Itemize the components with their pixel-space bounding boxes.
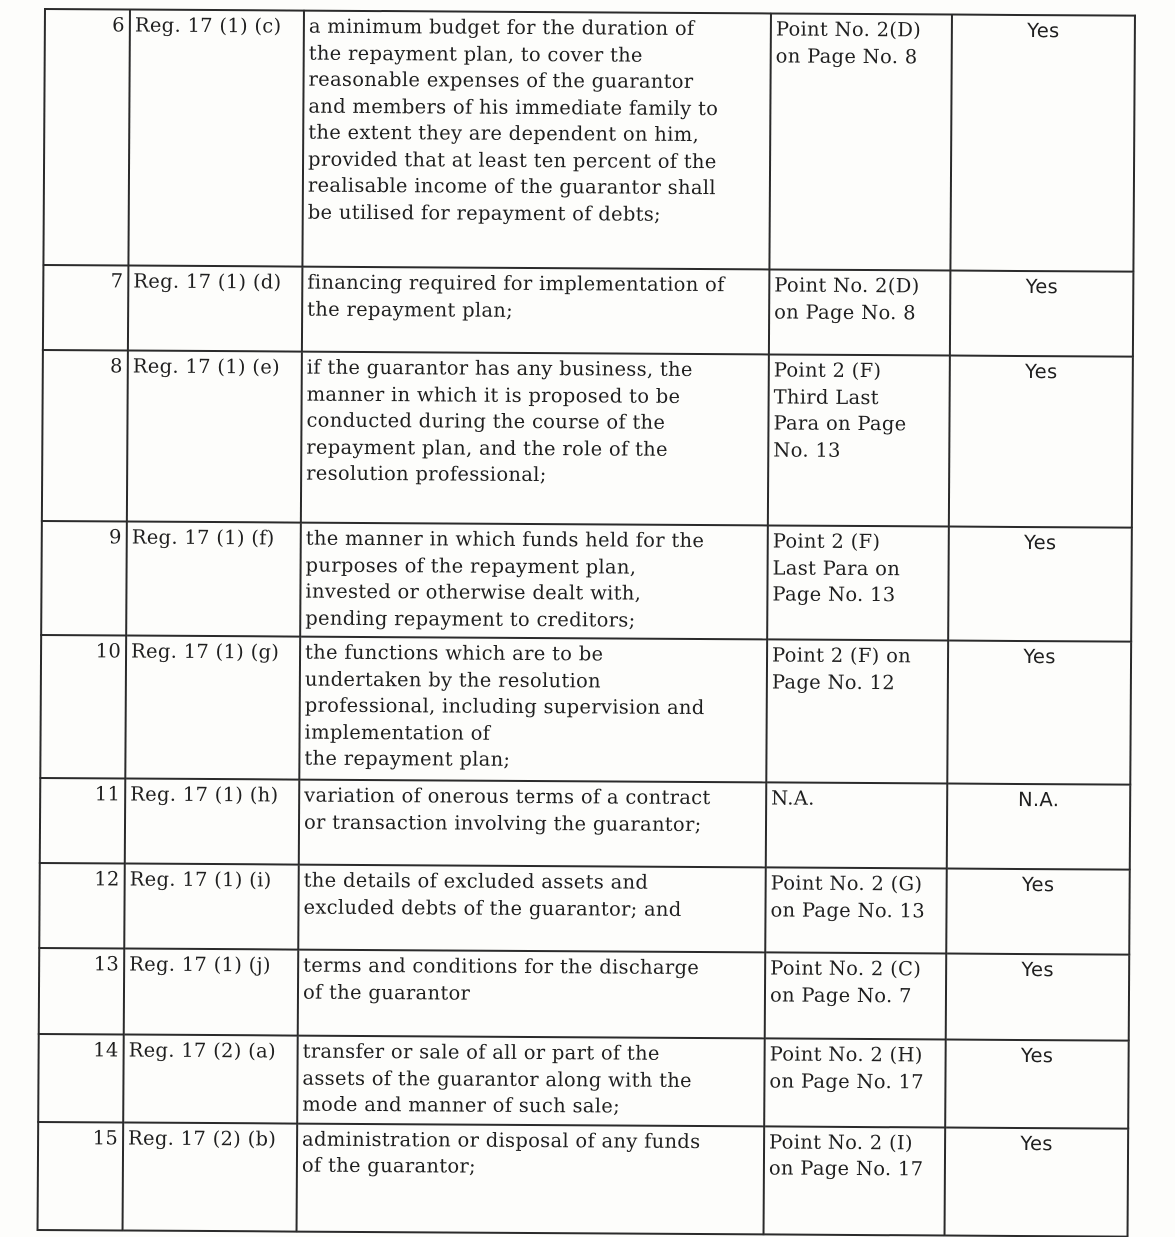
compliance-status: N.A. [947,784,1131,870]
compliance-status: Yes [946,869,1130,955]
plan-reference: Point 2 (F) on Page No. 12 [766,639,948,783]
requirement-text: variation of onerous terms of a contract or transaction involving the guarantor; [299,780,767,868]
regulation-reference: Reg. 17 (1) (h) [125,779,300,865]
row-number: 6 [43,9,130,266]
row-number: 14 [38,1034,124,1122]
row-number: 12 [39,863,125,949]
regulation-reference: Reg. 17 (1) (e) [127,351,302,523]
regulation-reference: Reg. 17 (1) (c) [128,10,304,267]
row-number: 9 [41,521,127,636]
compliance-status: Yes [949,356,1133,528]
compliance-status: Yes [945,1127,1129,1236]
requirement-text: the manner in which funds held for the purposes of the repayment plan, invested or otherwise dealt with, pending repayment to creditors; [300,523,768,640]
plan-reference: Point 2 (F) Third Last Para on Page No. 13 [768,354,950,526]
compliance-status: Yes [945,1040,1129,1129]
table-row [39,948,1130,1041]
requirement-text: the details of excluded assets and excluded debts of the guarantor; and [298,865,766,953]
regulation-reference: Reg. 17 (1) (g) [125,636,300,780]
regulation-reference: Reg. 17 (2) (a) [123,1035,298,1124]
table-row [40,778,1130,870]
plan-reference: Point 2 (F) Last Para on Page No. 13 [767,525,949,640]
row-number: 10 [40,635,126,779]
requirement-text: administration or disposal of any funds of the guarantor; [297,1123,765,1234]
compliance-status: Yes [948,527,1132,642]
compliance-status: Yes [947,641,1131,785]
row-number: 7 [43,265,129,351]
requirement-text: transfer or sale of all or part of the assets of the guarantor along with the mode and manner of such sale; [297,1036,765,1126]
compliance-status: Yes [950,15,1135,272]
table-row [38,1034,1129,1128]
regulation-reference: Reg. 17 (2) (b) [123,1122,298,1231]
row-number: 8 [42,350,128,522]
row-number: 15 [38,1121,124,1230]
table-row [43,265,1133,357]
table-row [39,863,1129,955]
plan-reference: Point No. 2(D) on Page No. 8 [769,13,952,270]
regulation-reference: Reg. 17 (1) (f) [126,522,301,637]
plan-reference: N.A. [766,782,948,868]
requirement-text: the functions which are to be undertaken by the resolution professional, including supervision and implementation of the repayment plan; [299,637,767,783]
plan-reference: Point No. 2 (C) on Page No. 7 [765,952,947,1039]
table-row [43,9,1135,272]
table-row [38,1121,1129,1236]
requirement-text: financing required for implementation of the repayment plan; [302,267,770,355]
requirement-text: a minimum budget for the duration of the repayment plan, to cover the reasonable expenses of the guarantor and members of his immediate family to the extent they are dependent on him, provided that at least ten percent of the realisable income of the guarantor shall be utilised for repayment of debts; [302,11,771,270]
compliance-status: Yes [950,271,1134,357]
requirement-text: terms and conditions for the discharge of the guarantor [298,950,766,1039]
table-row [41,521,1132,642]
regulation-reference: Reg. 17 (1) (d) [128,266,303,352]
compliance-status: Yes [946,954,1130,1041]
regulation-compliance-table [37,8,1136,1237]
requirement-text: if the guarantor has any business, the manner in which it is proposed to be conducted during the course of the repayment plan, and the role of the resolution professional; [301,352,769,526]
row-number: 13 [39,948,125,1035]
regulation-reference: Reg. 17 (1) (j) [124,949,299,1036]
row-number: 11 [40,778,126,864]
regulation-reference: Reg. 17 (1) (i) [124,864,299,950]
plan-reference: Point No. 2 (H) on Page No. 17 [764,1038,946,1127]
table-row [42,350,1133,528]
plan-reference: Point No. 2 (G) on Page No. 13 [765,867,947,953]
table-row [40,635,1131,785]
plan-reference: Point No. 2 (I) on Page No. 17 [764,1126,946,1235]
plan-reference: Point No. 2(D) on Page No. 8 [769,269,951,355]
